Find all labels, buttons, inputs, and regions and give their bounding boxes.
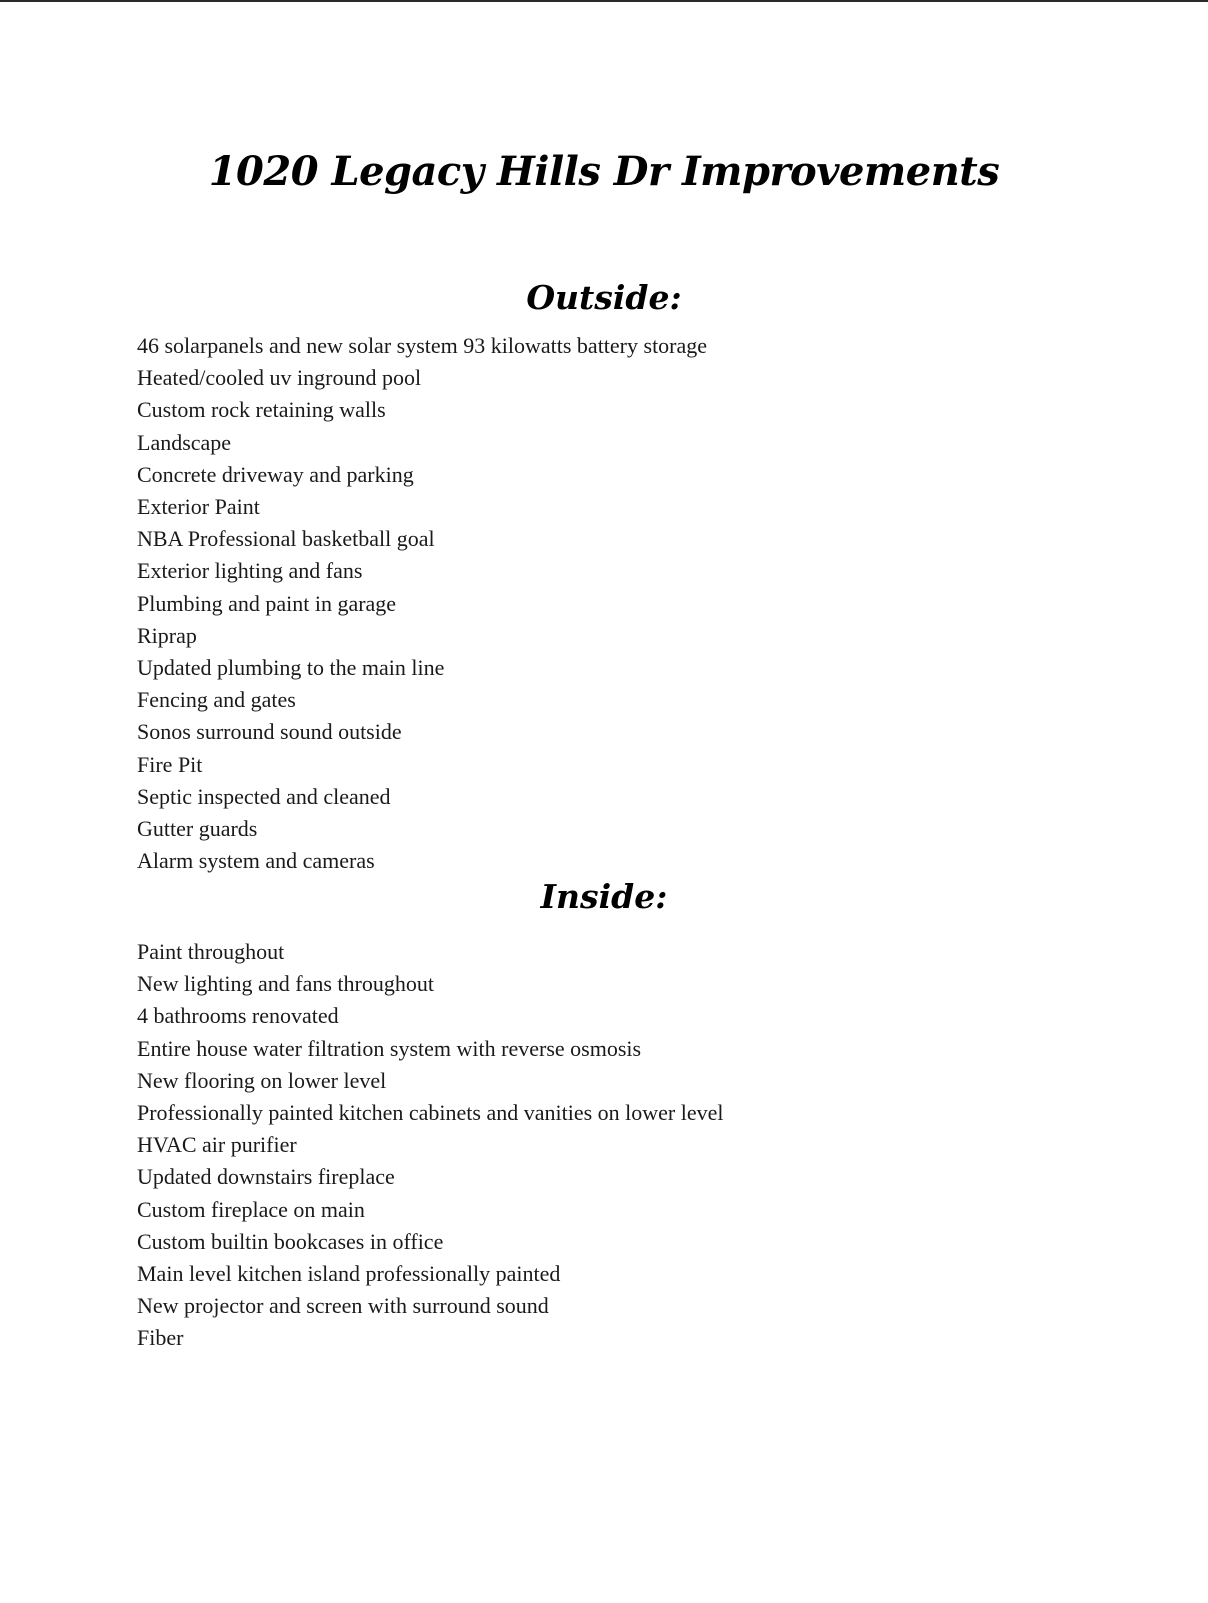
list-item: 4 bathrooms renovated [137, 1003, 339, 1029]
list-item: Entire house water filtration system with reverse osmosis [137, 1035, 642, 1061]
list-item: HVAC air purifier [137, 1132, 297, 1158]
list-item: Landscape [137, 429, 232, 455]
list-item: 46 solarpanels and new solar system 93 kilowatts battery storage [137, 333, 708, 358]
list-item: Heated/cooled uv inground pool [137, 365, 422, 391]
list-item: Riprap [137, 622, 197, 648]
inside-improvements-list [137, 936, 724, 1355]
list-item: NBA Professional basketball goal [137, 526, 435, 552]
document-title: 1020 Legacy Hills Dr Improvements [208, 148, 1000, 195]
list-item: New lighting and fans throughout [137, 971, 434, 997]
list-item: Fiber [137, 1325, 184, 1351]
section-heading-outside: Outside: [526, 278, 682, 317]
section-heading-inside: Inside: [540, 877, 668, 916]
list-item: Custom builtin bookcases in office [137, 1228, 444, 1254]
list-item: Septic inspected and cleaned [137, 783, 391, 809]
list-item: Alarm system and cameras [137, 848, 375, 874]
list-item: Gutter guards [137, 816, 258, 842]
list-item: New projector and screen with surround sound [137, 1293, 549, 1319]
list-item: Professionally painted kitchen cabinets and vanities on lower level [137, 1100, 724, 1126]
list-item: Exterior Paint [137, 494, 260, 520]
list-item: Paint throughout [137, 939, 285, 964]
list-item: Fencing and gates [137, 687, 296, 713]
list-item: Main level kitchen island professionally painted [137, 1261, 561, 1287]
list-item: Custom fireplace on main [137, 1196, 365, 1222]
list-item: Sonos surround sound outside [137, 719, 402, 745]
outside-improvements-list [137, 330, 707, 877]
list-item: New flooring on lower level [137, 1067, 387, 1093]
list-item: Plumbing and paint in garage [137, 590, 397, 616]
top-border-line [0, 0, 1208, 2]
list-item: Updated plumbing to the main line [137, 655, 445, 681]
list-item: Fire Pit [137, 751, 203, 777]
list-item: Concrete driveway and parking [137, 461, 414, 487]
list-item: Exterior lighting and fans [137, 558, 363, 584]
list-item: Custom rock retaining walls [137, 397, 386, 423]
list-item: Updated downstairs fireplace [137, 1164, 395, 1190]
